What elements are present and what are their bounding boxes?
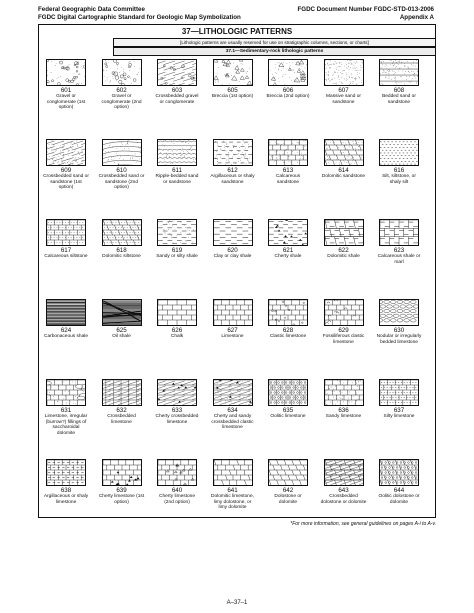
pattern-cell xyxy=(154,139,200,185)
pattern-cell xyxy=(321,139,367,180)
pattern-number: 634 xyxy=(227,407,238,414)
pattern-swatch xyxy=(324,59,364,86)
pattern-number: 617 xyxy=(60,247,72,254)
pattern-row xyxy=(43,59,433,129)
pattern-label: Dolomitic siltstone xyxy=(102,254,141,259)
pattern-swatch xyxy=(102,379,142,406)
pattern-row xyxy=(43,219,433,289)
pattern-swatch xyxy=(324,219,364,246)
pattern-label: Sandy or silty shale xyxy=(156,254,198,259)
footnote: *For more information, see general guidelines on pages A-i to A-v. xyxy=(290,521,436,527)
pattern-swatch xyxy=(268,379,308,406)
pattern-number: 613 xyxy=(282,167,294,174)
pattern-swatch xyxy=(379,59,419,86)
pattern-label: Cherty shale xyxy=(274,254,302,259)
pattern-label: Crossbedded limestone xyxy=(107,414,136,425)
pattern-label: Clay or clay shale xyxy=(213,254,252,259)
pattern-swatch xyxy=(379,379,419,406)
pattern-cell xyxy=(321,219,367,260)
pattern-number: 622 xyxy=(338,247,349,254)
pattern-cell xyxy=(376,379,422,420)
pattern-cell xyxy=(376,299,422,345)
subsection-title: 37.1—Sedimentary-rock lithologic patterns xyxy=(113,47,436,56)
pattern-cell xyxy=(210,59,256,100)
pattern-label: Calcareous sandstone xyxy=(275,174,301,185)
pattern-number: 601 xyxy=(60,87,72,94)
pattern-number: 621 xyxy=(282,247,294,254)
pattern-swatch xyxy=(102,139,142,166)
pattern-label: Oolitic dolostone or dolomite xyxy=(378,494,420,505)
pattern-swatch xyxy=(268,299,308,326)
pattern-label: Gravel or conglomerate (1st option) xyxy=(46,94,86,111)
pattern-number: 636 xyxy=(338,407,349,414)
pattern-cell xyxy=(154,379,200,425)
pattern-number: 608 xyxy=(393,87,405,94)
pattern-cell xyxy=(210,459,256,511)
pattern-label: Nodular or irregularly bedded limestone xyxy=(376,334,422,345)
pattern-number: 610 xyxy=(116,167,127,174)
pattern-label: Sandy limestone xyxy=(325,414,362,419)
pattern-label: Oil shale xyxy=(112,334,131,339)
pattern-cell xyxy=(99,139,145,191)
pattern-cell xyxy=(321,379,367,420)
pattern-swatch xyxy=(379,219,419,246)
pattern-cell xyxy=(265,379,311,420)
pattern-table xyxy=(38,24,436,518)
pattern-cell xyxy=(43,219,89,260)
pattern-label: Dolostone or dolomite xyxy=(274,494,302,505)
pattern-label: Cherty crossbedded limestone xyxy=(155,414,199,425)
pattern-cell xyxy=(43,379,89,436)
pattern-label: Calcareous siltstone xyxy=(44,254,88,259)
pattern-swatch xyxy=(213,379,253,406)
pattern-number: 625 xyxy=(116,327,127,334)
pattern-cell xyxy=(43,139,89,191)
pattern-swatch xyxy=(46,459,86,486)
pattern-number: 628 xyxy=(282,327,294,334)
pattern-label: Limestone, irregular (burrow?) fillings of saccharoidal dolomite xyxy=(44,414,88,436)
pattern-number: 633 xyxy=(171,407,183,414)
pattern-number: 603 xyxy=(171,87,183,94)
pattern-number: 637 xyxy=(393,407,405,414)
pattern-swatch xyxy=(157,299,197,326)
pattern-swatch xyxy=(324,139,364,166)
pattern-label: Carbonaceous shale xyxy=(43,334,88,339)
pattern-swatch xyxy=(46,379,86,406)
pattern-number: 609 xyxy=(60,167,72,174)
pattern-cell xyxy=(376,459,422,505)
pattern-cell xyxy=(265,459,311,505)
pattern-number: 631 xyxy=(60,407,72,414)
pattern-swatch xyxy=(268,139,308,166)
pattern-number: 644 xyxy=(393,487,405,494)
pattern-cell xyxy=(99,299,145,340)
header-doc-number: FGDC Document Number FGDC-STD-013-2006 xyxy=(297,6,434,13)
pattern-label: Oolitic limestone xyxy=(270,414,306,419)
pattern-cell xyxy=(43,59,89,111)
pattern-cell xyxy=(210,379,256,431)
pattern-label: Silt, siltstone, or shaly silt xyxy=(382,174,416,185)
pattern-cell xyxy=(321,299,367,345)
pattern-number: 607 xyxy=(338,87,349,94)
pattern-label: Cherty and sandy crossbedded clastic limestone xyxy=(211,414,254,431)
pattern-swatch xyxy=(157,59,197,86)
pattern-swatch xyxy=(157,459,197,486)
pattern-number: 605 xyxy=(227,87,238,94)
pattern-cell xyxy=(154,299,200,340)
pattern-number: 638 xyxy=(60,487,72,494)
pattern-label: Chalk xyxy=(170,334,184,339)
pattern-number: 626 xyxy=(171,327,183,334)
pattern-label: Dolomitic sandstone xyxy=(321,174,366,179)
pattern-swatch xyxy=(46,299,86,326)
pattern-row xyxy=(43,379,433,449)
pattern-swatch xyxy=(268,219,308,246)
pattern-cell xyxy=(321,459,367,505)
pattern-swatch xyxy=(213,59,253,86)
pattern-swatch xyxy=(46,139,86,166)
pattern-swatch xyxy=(102,59,142,86)
section-note: [Lithologic patterns are usually reserved for use on stratigraphic columns, sections, or charts] xyxy=(113,38,436,47)
pattern-swatch xyxy=(268,459,308,486)
pattern-label: Clastic limestone xyxy=(269,334,307,339)
pattern-label: Cherty limestone (2nd option) xyxy=(159,494,195,505)
pattern-cell xyxy=(321,59,367,105)
header-right xyxy=(298,6,435,21)
pattern-number: 632 xyxy=(116,407,127,414)
pattern-cell xyxy=(210,299,256,340)
pattern-label: Argillaceous or shaly sandstone xyxy=(210,174,255,185)
pattern-cell xyxy=(265,299,311,340)
pattern-label: Massive sand or sandstone xyxy=(326,94,361,105)
pattern-label: Bedded sand or sandstone xyxy=(382,94,416,105)
section-title: 37—LITHOLOGIC PATTERNS xyxy=(181,27,293,36)
pattern-swatch xyxy=(213,219,253,246)
pattern-swatch xyxy=(213,459,253,486)
pattern-swatch xyxy=(213,299,253,326)
pattern-number: 620 xyxy=(227,247,238,254)
pattern-cell xyxy=(99,219,145,260)
pattern-number: 639 xyxy=(116,487,127,494)
header-org: Federal Geographic Data Committee xyxy=(38,6,145,13)
pattern-number: 629 xyxy=(338,327,349,334)
pattern-swatch xyxy=(46,59,86,86)
pattern-cell xyxy=(265,139,311,185)
pattern-number: 640 xyxy=(171,487,183,494)
pattern-label: Breccia (2nd option) xyxy=(266,94,310,99)
pattern-number: 624 xyxy=(60,327,72,334)
pattern-row xyxy=(43,139,433,209)
pattern-swatch xyxy=(379,459,419,486)
pattern-number: 635 xyxy=(282,407,294,414)
pattern-number: 623 xyxy=(393,247,405,254)
pattern-swatch xyxy=(102,459,142,486)
page-number: A–37–1 xyxy=(226,600,248,606)
pattern-number: 618 xyxy=(116,247,127,254)
pattern-number: 602 xyxy=(116,87,127,94)
pattern-number: 643 xyxy=(338,487,349,494)
pattern-swatch xyxy=(102,219,142,246)
pattern-cell xyxy=(265,219,311,260)
pattern-label: Crossbedded dolostone or dolomite xyxy=(320,494,367,505)
header-left xyxy=(38,6,241,21)
pattern-cell xyxy=(154,459,200,505)
pattern-number: 611 xyxy=(172,167,182,174)
pattern-cell xyxy=(210,219,256,260)
pattern-number: 619 xyxy=(171,247,183,254)
pattern-row xyxy=(43,459,433,529)
pattern-label: Crossbedded sand or sandstone (1st option) xyxy=(43,174,89,191)
pattern-label: Fossiliferous clastic limestone xyxy=(322,334,365,345)
pattern-number: 642 xyxy=(282,487,294,494)
pattern-label: Argillaceous or shaly limestone xyxy=(43,494,89,505)
pattern-row xyxy=(43,299,433,369)
pattern-cell xyxy=(43,459,89,505)
pattern-swatch xyxy=(379,299,419,326)
pattern-swatch xyxy=(157,379,197,406)
pattern-cell xyxy=(99,379,145,425)
pattern-cell xyxy=(265,59,311,100)
pattern-cell xyxy=(154,219,200,260)
pattern-swatch xyxy=(324,379,364,406)
pattern-number: 612 xyxy=(227,167,238,174)
pattern-label: Crossbedded sand or sandstone (2nd option) xyxy=(98,174,145,191)
pattern-cell xyxy=(154,59,200,105)
pattern-swatch xyxy=(157,139,197,166)
pattern-swatch xyxy=(102,299,142,326)
pattern-number: 630 xyxy=(393,327,405,334)
pattern-label: Dolomitic shale xyxy=(327,254,360,259)
pattern-swatch xyxy=(46,219,86,246)
pattern-cell xyxy=(99,459,145,505)
pattern-number: 606 xyxy=(282,87,294,94)
pattern-number: 614 xyxy=(338,167,349,174)
pattern-label: Breccia (1st option) xyxy=(211,94,254,99)
pattern-cell xyxy=(376,219,422,265)
pattern-cell xyxy=(43,299,89,340)
header-appendix: Appendix A xyxy=(399,13,434,21)
pattern-label: Silty limestone xyxy=(383,414,415,419)
pattern-swatch xyxy=(324,459,364,486)
pattern-swatch xyxy=(379,139,419,166)
pattern-number: 627 xyxy=(227,327,238,334)
pattern-label: Dolomitic limestone, limy dolostone, or limy dolomite xyxy=(211,494,254,511)
pattern-swatch xyxy=(157,219,197,246)
pattern-swatch xyxy=(324,299,364,326)
pattern-number: 616 xyxy=(393,167,405,174)
pattern-label: Ripple-bedded sand or sandstone xyxy=(155,174,199,185)
header-standard: FGDC Digital Cartographic Standard for Geologic Map Symbolization xyxy=(38,13,241,21)
pattern-label: Limestone xyxy=(221,334,244,339)
pattern-label: Crossbedded gravel or conglomerate xyxy=(155,94,199,105)
pattern-cell xyxy=(99,59,145,111)
pattern-cell xyxy=(376,139,422,185)
pattern-label: Calcareous shale or marl xyxy=(377,254,421,265)
pattern-swatch xyxy=(268,59,308,86)
pattern-cell xyxy=(210,139,256,185)
pattern-label: Cherty limestone (1st option) xyxy=(98,494,145,505)
pattern-cell xyxy=(376,59,422,105)
pattern-swatch xyxy=(213,139,253,166)
pattern-number: 641 xyxy=(227,487,238,494)
pattern-label: Gravel or conglomerate (2nd option) xyxy=(101,94,142,111)
